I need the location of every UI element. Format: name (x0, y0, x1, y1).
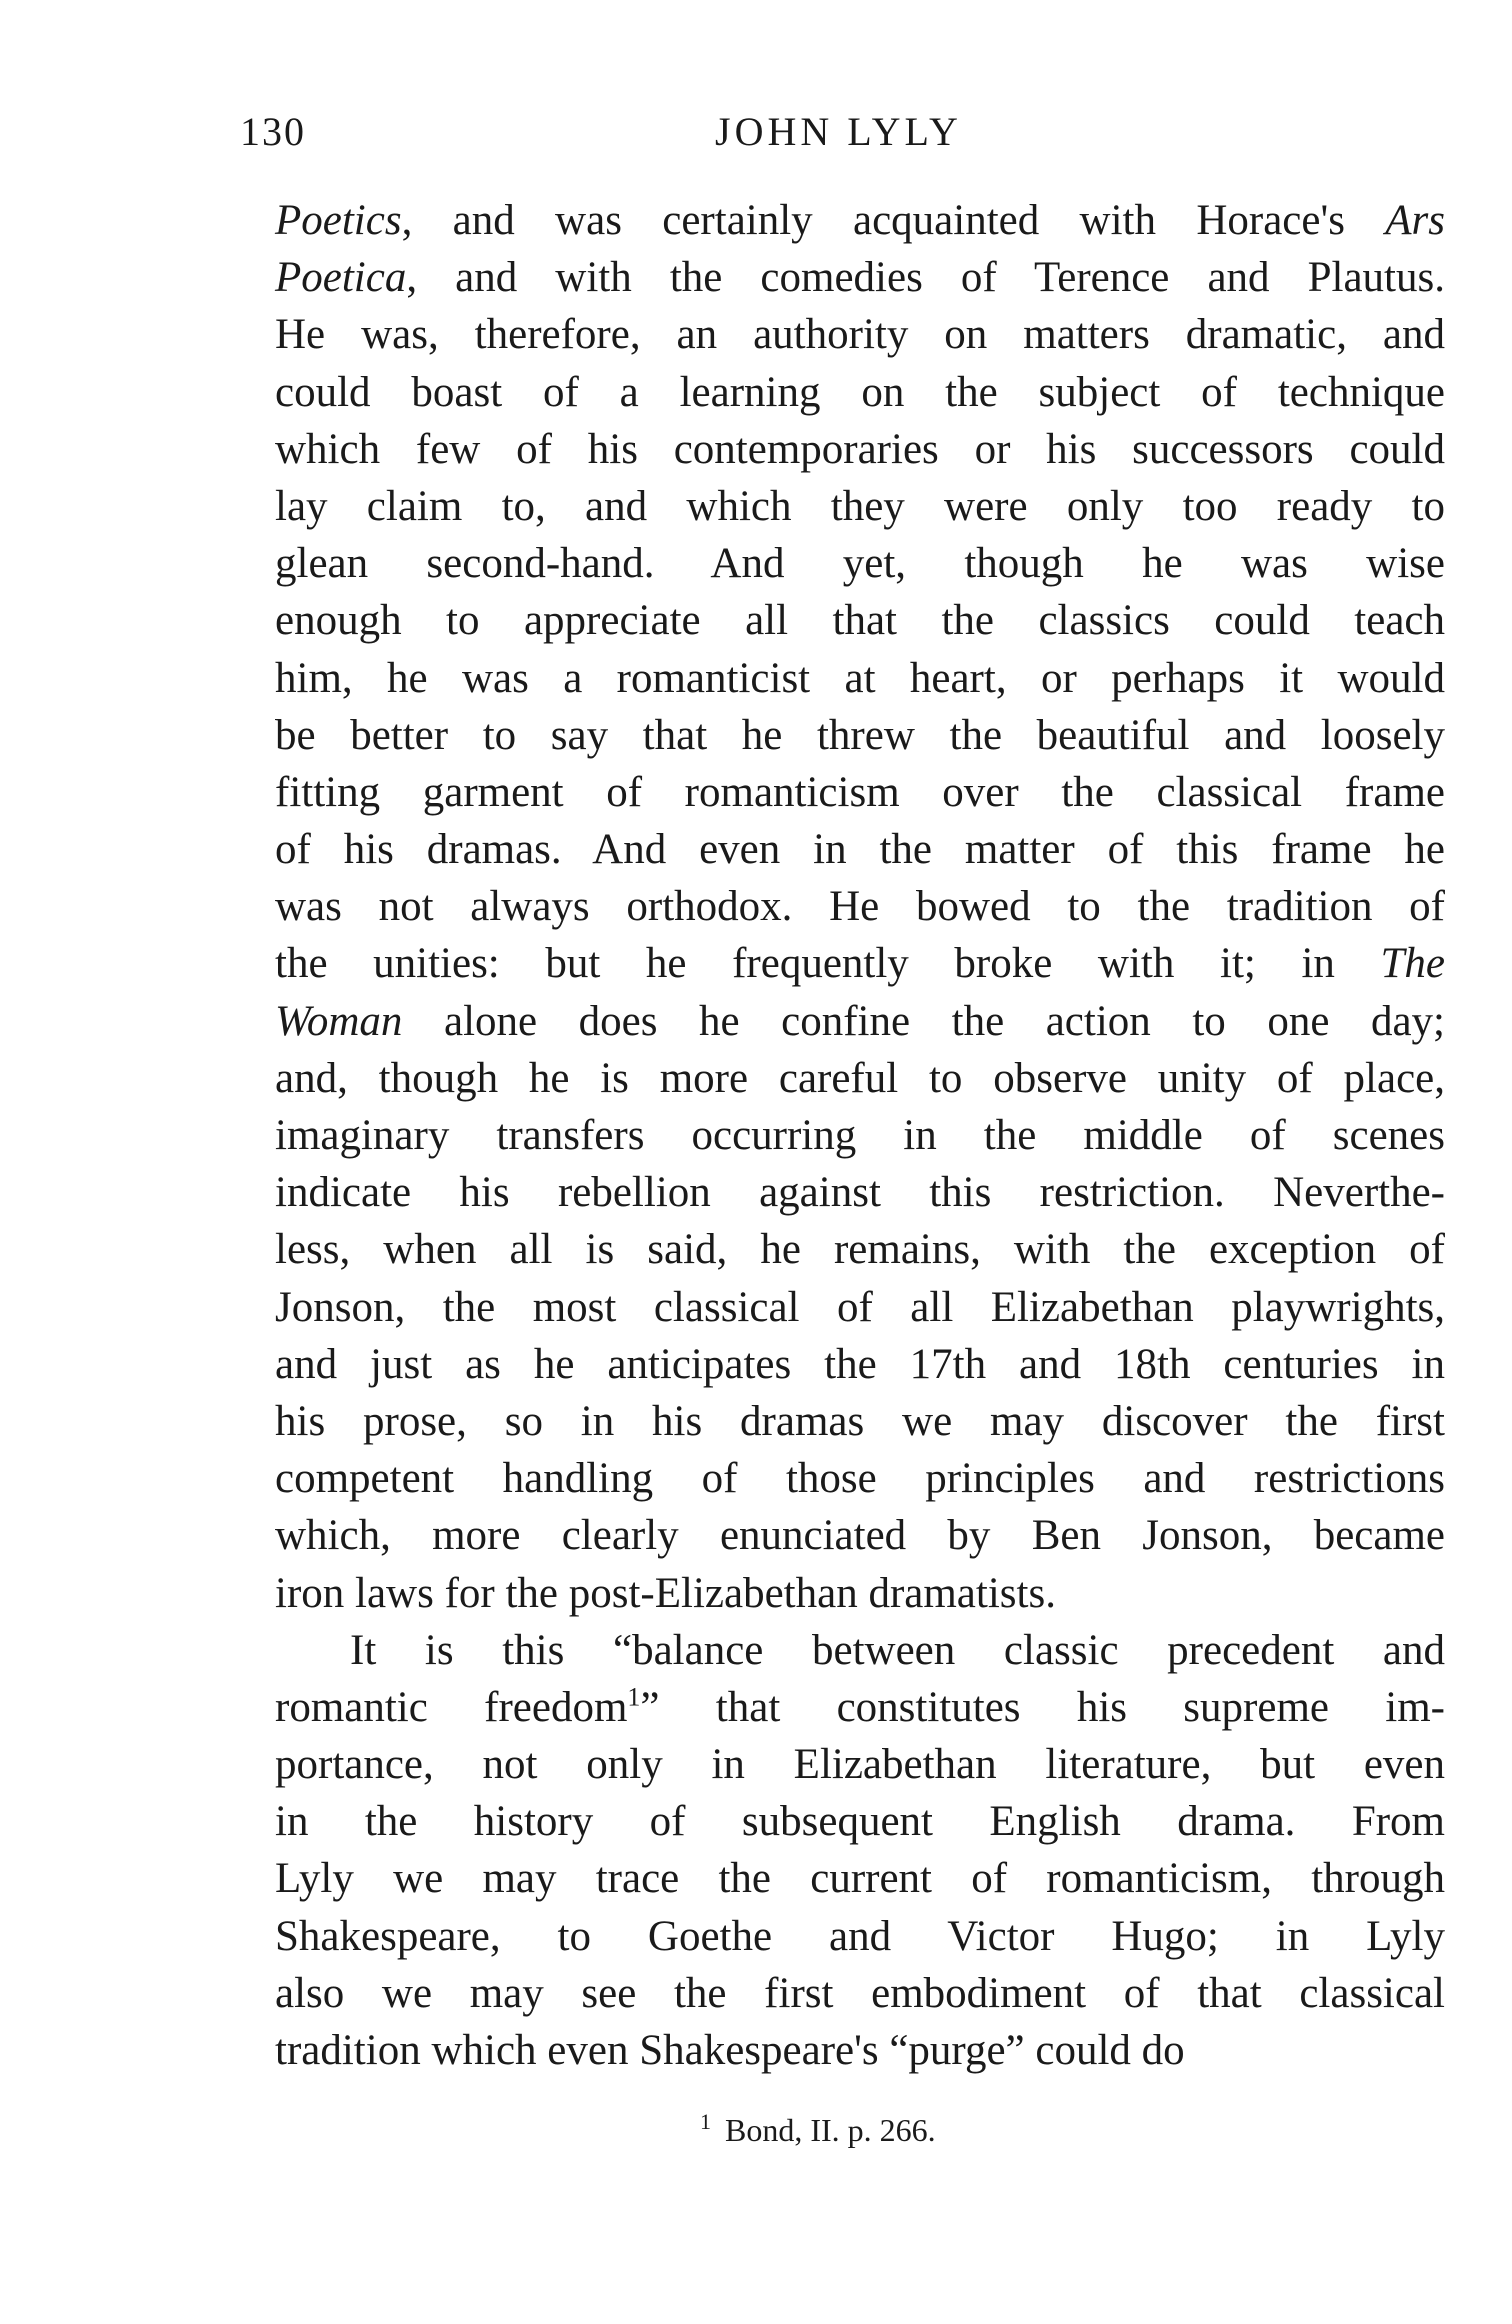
page-number: 130 (240, 109, 306, 154)
text-line: Shakespeare, to Goethe and Victor Hugo; in Lyly (275, 1912, 1445, 1960)
paragraph-1 (275, 192, 1445, 1622)
text-fragment: glean second-hand. And yet, though he was wise (275, 540, 1445, 588)
text-line (275, 306, 1445, 363)
paragraph-2 (275, 1622, 1445, 2080)
footnote-reference: 1 (627, 1682, 641, 1712)
text-line (275, 535, 1445, 592)
text-line (275, 421, 1445, 478)
text-line (275, 1336, 1445, 1393)
text-line (275, 1107, 1445, 1164)
text-line: tradition which even Shakespeare's “purge” could do (275, 2027, 1185, 2074)
text-fragment: competent handling of those principles and restrictions (275, 1455, 1445, 1503)
text-line: also we may see the first embodiment of that classical (275, 1969, 1445, 2017)
text-fragment: Poetics (275, 197, 402, 244)
text-fragment: , and was certainly acquainted with Horace's (401, 197, 1386, 244)
text-fragment: his prose, so in his dramas we may discover the first (275, 1397, 1445, 1445)
text-fragment: The (1380, 940, 1445, 988)
text-fragment: and just as he anticipates the 17th and 18th centuries in (275, 1340, 1445, 1388)
text-fragment: lay claim to, and which they were only too ready to (275, 482, 1445, 530)
footnote-text: Bond, II. p. 266. (725, 2112, 936, 2148)
text-fragment: Woman (275, 997, 403, 1045)
text-line (275, 878, 1445, 935)
text-fragment: romantic freedom (275, 1683, 628, 1731)
text-line (275, 1507, 1445, 1564)
text-fragment: which, more clearly enunciated by Ben Jonson, became (275, 1512, 1445, 1560)
text-fragment: which few of his contemporaries or his successors could (275, 425, 1445, 473)
text-fragment: alone does he confine the action to one day; (402, 997, 1445, 1045)
text-line (275, 1679, 1445, 1736)
text-fragment: could boast of a learning on the subject of technique (275, 368, 1445, 416)
text-line (275, 993, 1445, 1050)
text-fragment: enough to appreciate all that the classics could teach (275, 597, 1445, 645)
text-fragment: the unities: but he frequently broke with it; in (275, 940, 1381, 988)
text-line (275, 650, 1445, 707)
text-line (275, 1164, 1445, 1221)
text-line (275, 1221, 1445, 1278)
text-line: It is this “balance between classic precedent and (350, 1626, 1445, 1674)
running-title: JOHN LYLY (715, 109, 962, 154)
text-line (275, 478, 1445, 535)
text-line: Lyly we may trace the current of romanticism, through (275, 1855, 1445, 1903)
text-fragment: Ars (1385, 197, 1445, 244)
text-line: portance, not only in Elizabethan literature, but even (275, 1741, 1445, 1789)
text-line (275, 249, 1445, 306)
text-line (275, 707, 1445, 764)
text-fragment: , and with the comedies of Terence and Plautus. (406, 254, 1445, 302)
text-line (275, 1450, 1445, 1507)
text-line (275, 364, 1445, 421)
text-fragment: fitting garment of romanticism over the classical frame (275, 768, 1445, 816)
text-line (275, 821, 1445, 878)
footnote-marker: 1 (700, 2109, 711, 2135)
running-head (240, 108, 1240, 168)
text-line (275, 764, 1445, 821)
text-fragment: Poetica (275, 254, 407, 302)
text-fragment: of his dramas. And even in the matter of this frame he (275, 826, 1445, 874)
text-line (275, 1393, 1445, 1450)
text-line (275, 1565, 1445, 1622)
text-line (275, 1050, 1445, 1107)
text-fragment: was not always orthodox. He bowed to the tradition of (275, 883, 1445, 931)
text-fragment: indicate his rebellion against this restriction. Neverthe- (275, 1169, 1445, 1217)
body-text (275, 192, 1445, 2079)
text-fragment: Jonson, the most classical of all Elizabethan playwrights, (275, 1283, 1445, 1331)
text-fragment: imaginary transfers occurring in the middle of scenes (275, 1112, 1445, 1159)
footnote (700, 2109, 1100, 2149)
text-line (275, 592, 1445, 649)
text-fragment: be better to say that he threw the beautiful and loosely (275, 711, 1445, 759)
text-line (275, 1279, 1445, 1336)
text-line (275, 935, 1445, 992)
text-fragment: him, he was a romanticist at heart, or perhaps it would (275, 654, 1445, 702)
text-fragment: ” that constitutes his supreme im- (640, 1683, 1445, 1731)
text-line (275, 192, 1445, 249)
text-fragment: iron laws for the post-Elizabethan dramatists. (275, 1569, 1056, 1617)
text-fragment: and, though he is more careful to observe unity of place, (275, 1054, 1445, 1102)
text-line: in the history of subsequent English drama. From (275, 1798, 1445, 1846)
text-fragment: He was, therefore, an authority on matters dramatic, and (275, 311, 1445, 359)
text-fragment: less, when all is said, he remains, with the exception of (275, 1226, 1445, 1274)
